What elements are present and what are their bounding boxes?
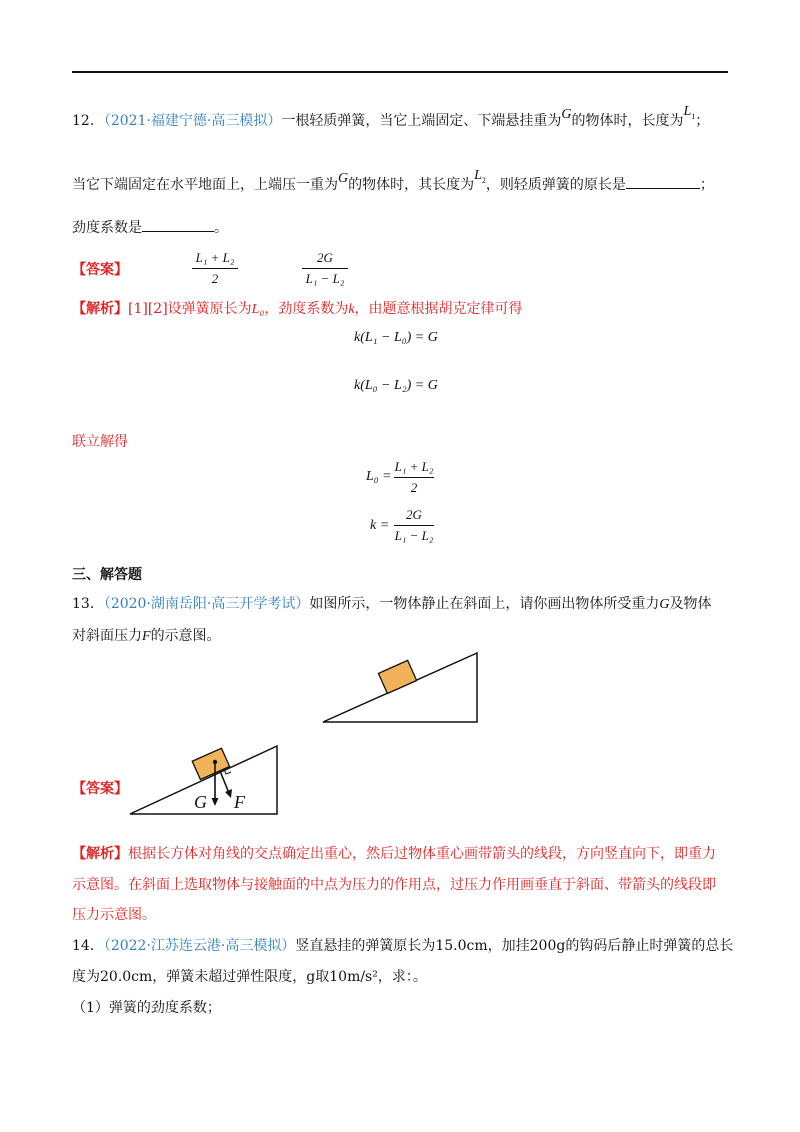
answer-blank-1[interactable] — [626, 176, 700, 189]
q13-analysis-line1: 【解析】根据长方体对角线的交点确定出重心，然后过物体重心画带箭头的线段，方向竖直向下，即重力 — [72, 846, 716, 862]
q12-number: 12． — [72, 113, 104, 129]
q12-combine: 联立解得 — [72, 434, 128, 450]
result-2-fraction: 2G L₁ − L₂ — [394, 507, 434, 543]
block — [378, 660, 416, 693]
q13-answer-label: 【答案】 — [72, 781, 128, 797]
q12-analysis: 【解析】[1][2]设弹簧原长为L₀，劲度系数为k，由题意根据胡克定律可得 — [72, 301, 523, 317]
q12-answer-label: 【答案】 — [72, 262, 128, 278]
pressure-arrow-line — [220, 771, 229, 793]
q14-sub1: （1）弹簧的劲度系数； — [72, 1000, 221, 1016]
header-rule — [72, 71, 728, 73]
label-G: G — [194, 792, 207, 812]
equation-2: k(L₀ − L₂) = G — [354, 378, 438, 393]
answer-fraction-2: 2G L₁ − L₂ — [302, 250, 348, 287]
q12-line1: 12．（2021·福建宁德·高三模拟）一根轻质弹簧，当它上端固定、下端悬挂重为G的物体时，长度为$L_1$； — [72, 104, 710, 129]
section-title: 三、解答题 — [72, 567, 142, 583]
q13-line1: 13．（2020·湖南岳阳·高三开学考试）如图所示，一物体静止在斜面上，请你画出物体所受重力G及物体 — [72, 596, 712, 612]
q14-source: （2022·江苏连云港·高三模拟） — [103, 938, 296, 954]
q12-line3: 劲度系数是 。 — [72, 220, 228, 236]
gravity-arrowhead — [212, 798, 219, 806]
q13-line2: 对斜面压力F的示意图。 — [72, 628, 221, 644]
q13-source: （2020·湖南岳阳·高三开学考试） — [103, 596, 310, 612]
result-1-lhs: L₀ = — [366, 469, 392, 484]
equation-1: k(L₁ − L₀) = G — [354, 330, 438, 345]
answer-blank-2[interactable] — [142, 219, 214, 232]
q13-analysis-line3: 压力示意图。 — [72, 907, 156, 923]
result-2-lhs: k = — [370, 518, 390, 533]
q12-line2: 当它下端固定在水平地面上，上端压一重为G的物体时，其长度为$L_2$，则轻质弹簧的原长是 ； — [72, 168, 714, 193]
q14-line1: 14．（2022·江苏连云港·高三模拟）竖直悬挂的弹簧原长为15.0cm，加挂200g的钩码后静止时弹簧的总长 — [72, 938, 734, 954]
q14-line2: 度为20.0cm，弹簧未超过弹性限度，g取10m/s²，求：。 — [72, 969, 427, 985]
q12-source: （2021·福建宁德·高三模拟） — [103, 113, 282, 129]
result-1-fraction: L₁ + L₂ 2 — [394, 459, 434, 495]
incline-figure — [320, 650, 480, 725]
q13-analysis-line2: 示意图。在斜面上选取物体与接触面的中点为压力的作用点，过压力作用画垂直于斜面、带箭头的线段即 — [72, 877, 716, 893]
label-F: F — [234, 792, 245, 812]
answer-fraction-1: L₁ + L₂ 2 — [192, 250, 238, 287]
answer-block — [192, 748, 229, 779]
